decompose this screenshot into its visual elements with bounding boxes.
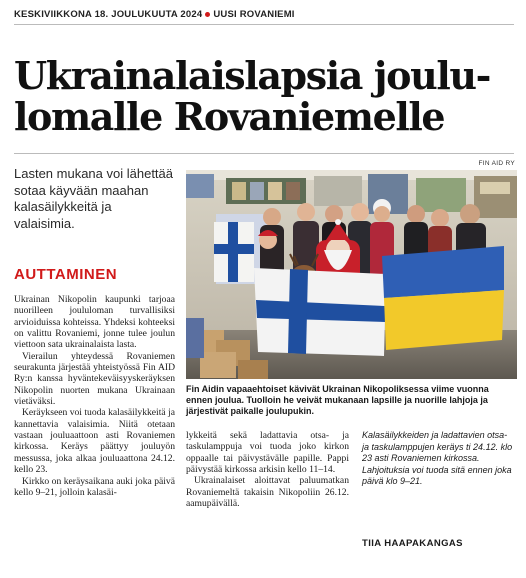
body-column-2 bbox=[186, 430, 349, 509]
finnish-flag-icon bbox=[254, 268, 386, 356]
issue-date: KESKIVIIKKONA 18. JOULUKUUTA 2024 bbox=[14, 9, 203, 20]
body-paragraph: Ukrainalaiset aloittavat paluumatkan Rovaniemeltä takaisin Nikopoliin 26.12. aamupäivällä. bbox=[186, 475, 349, 510]
body-column-1 bbox=[14, 294, 175, 498]
body-paragraph: Vierailun yhteydessä Rovaniemen seurakunta järjestää yhteistyössä Fin AID Ry:n kanssa hyväntekeväisyyskeräyksen Nikopolin nuorten mukana Ukrainaan vietäväksi. bbox=[14, 350, 175, 408]
body-paragraph: Kirkko on keräysaikana auki joka päivä kello 9–21, jolloin kalasäi- bbox=[14, 475, 175, 498]
ukrainian-flag-icon bbox=[382, 246, 504, 350]
body-paragraph: Ukrainan Nikopolin kaupunki tarjoaa nuorilleen joululoman turvallisiksi arvioiduissa kohteissa. Yhdeksi kohteeksi on valittu Rovaniemi, jonne tulee joulun viettoon sata ukrainalaista lasta. bbox=[14, 294, 175, 351]
wall-poster bbox=[186, 174, 214, 198]
info-box: Kalasäilykkeiden ja ladattavien otsa- ja taskulamppujen keräys ti 24.12. klo 23 asti Rovaniemen kirkossa. Lahjoituksia voi tuoda sitä ennen joka päivä klo 9–21. bbox=[362, 430, 513, 486]
lead-paragraph: Lasten mukana voi lähettää sotaa käyvään maahan kalasäilykkeitä ja valaisimia. bbox=[14, 166, 173, 231]
section-name: UUSI ROVANIEMI bbox=[213, 9, 295, 20]
photo-credit: FIN AID RY bbox=[478, 160, 515, 167]
headline-line-2: lomalle Rovaniemelle bbox=[14, 94, 445, 139]
photo-caption: Fin Aidin vapaaehtoiset kävivät Ukrainan Nikopoliksessa viime vuonna ennen joulua. Tuolloin he veivät mukanaan lapsille ja nuorille lahjoja ja järjestivät paikalle joulupukin. bbox=[186, 384, 489, 417]
section-heading: AUTTAMINEN bbox=[14, 266, 118, 283]
finnish-flag-icon bbox=[214, 222, 254, 282]
headline-line-1: Ukrainalaislapsia joulu- bbox=[14, 53, 490, 98]
headline-divider bbox=[14, 153, 514, 154]
byline: TIIA HAAPAKANGAS bbox=[362, 538, 463, 549]
header-divider bbox=[14, 24, 514, 25]
body-paragraph: lykkeitä sekä ladattavia otsa- ja taskulamppuja voi tuoda joko kirkon oppaalle tai päivystävälle papille. Pappi päivystää kirkossa arkisin kello 11–14. bbox=[186, 430, 349, 476]
photo-illustration bbox=[186, 170, 517, 379]
page-header bbox=[14, 9, 514, 20]
headline bbox=[14, 55, 514, 137]
article-photo bbox=[186, 170, 517, 379]
bullet-icon bbox=[205, 12, 210, 17]
body-paragraph: Keräykseen voi tuoda kalasäilykkeitä ja kannettavia valaisimia. Niitä otetaan vastaan jouluaattoon asti Rovaniemen kirkossa. Keräys päättyy jouluyön messussa, joka alkaa jouluaattona 24.12. kello 23. bbox=[14, 407, 175, 476]
